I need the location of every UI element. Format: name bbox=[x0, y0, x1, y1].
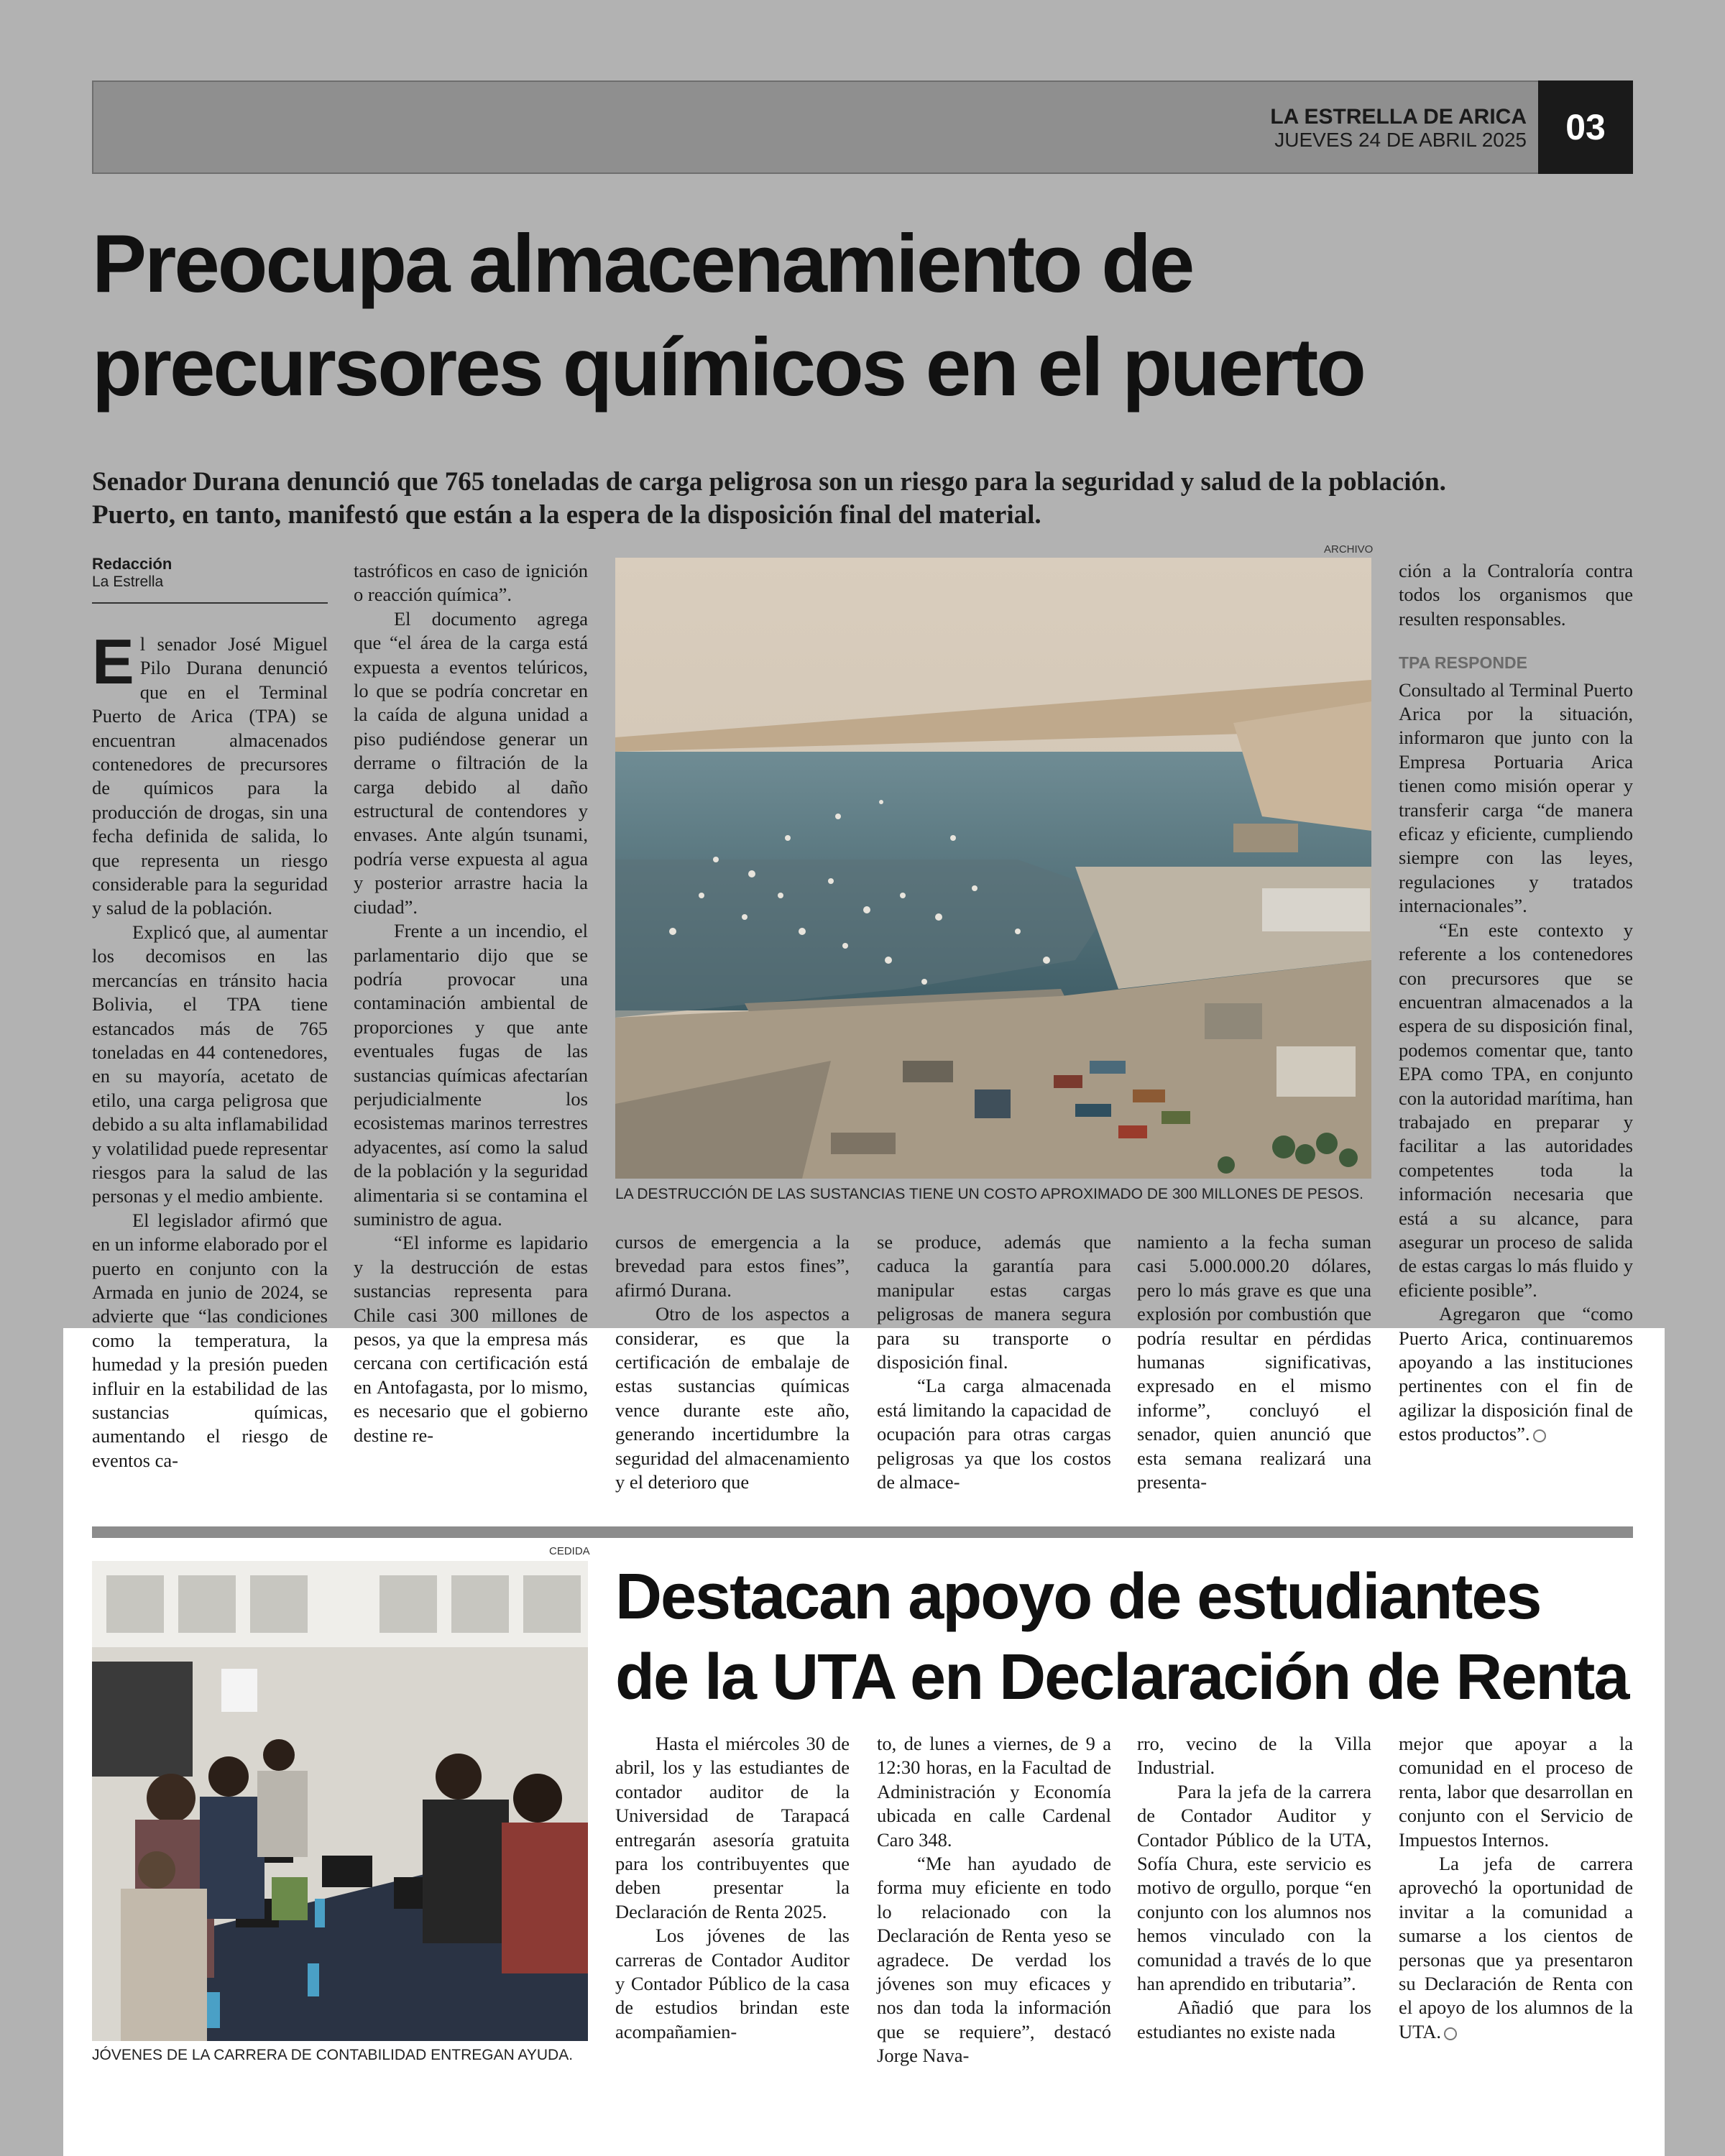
paragraph: El documento agrega que “el área de la carga está expuesta a eventos telúricos, lo que se podría concretar en la caída de alguna unidad a piso pudiéndose generar un derrame o filtración de la carga debido al daño estructural de contendores y envases. Ante algún tsunami, podría verse expuesta al agua y posterior arrastre hacia la ciudad”. bbox=[354, 607, 588, 918]
article2-column-1 bbox=[615, 1732, 850, 2077]
paragraph: se produce, además que caduca la garantía para manipular estas cargas peligrosas de manera segura para su transporte o disposición final. bbox=[877, 1231, 1111, 1373]
paragraph: “El informe es lapidario y la destrucción de estas sustancias representa para Chile casi 300 millones de pesos, ya que la empresa más cercana con certificación está en Antofagasta, por lo mismo, es necesario que el gobierno destine re- bbox=[354, 1232, 588, 1446]
paragraph: l senador José Miguel Pilo Durana denunció que en el Terminal Puerto de Arica (TPA) se encuentran almacenados contenedores de precursores de químicos para la producción de drogas, sin una fecha definida de salida, lo que representa un riesgo considerable para la seguridad y salud de la población. bbox=[92, 633, 328, 919]
headline-line-2: de la UTA en Declaración de Renta bbox=[615, 1641, 1629, 1713]
article1-column-4 bbox=[877, 1230, 1111, 1496]
paragraph: Añadió que para los estudiantes no existe nada bbox=[1137, 1996, 1371, 2042]
paragraph: mejor que apoyar a la comunidad en el proceso de renta, labor que desarrollan en conjunto con el Servicio de Impuestos Internos. bbox=[1399, 1733, 1633, 1851]
port-aerial-image bbox=[615, 558, 1371, 1179]
page-margin-left bbox=[0, 1328, 63, 2156]
article2-column-3 bbox=[1137, 1732, 1371, 2077]
drop-cap: E bbox=[92, 626, 134, 697]
article1-column-6 bbox=[1399, 559, 1633, 1501]
paragraph: El legislador afirmó que en un informe elaborado por el puerto en conjunto con la Armada en junio de 2024, se advierte que “las condiciones como la temperatura, la humedad y la presión pueden influir en la estabilidad de las sustancias químicas, aumentando el riesgo de eventos ca- bbox=[92, 1209, 328, 1471]
paragraph: Explicó que, al aumentar los decomisos en las mercancías en tránsito hacia Bolivia, el TPA tiene estancados más de 765 toneladas en 44 contenedores, en su mayoría, acetato de etilo, una carga peligrosa que debido a su alta inflamabilidad y volatilidad puede representar riesgos para la salud de las personas y el medio ambiente. bbox=[92, 921, 328, 1207]
headline-line-1: Preocupa almacenamiento de bbox=[92, 218, 1193, 310]
port-photo bbox=[615, 558, 1371, 1179]
paragraph: ción a la Contraloría contra todos los organismos que resulten responsables. bbox=[1399, 560, 1633, 630]
article2-headline bbox=[615, 1557, 1650, 1718]
students-classroom-image bbox=[92, 1561, 588, 2041]
photo-caption: LA DESTRUCCIÓN DE LAS SUSTANCIAS TIENE UN COSTO APROXIMADO DE 300 MILLONES DE PESOS. bbox=[615, 1186, 1363, 1202]
paragraph: Otro de los aspectos a considerar, es que la certificación de embalaje de estas sustancias químicas vence durante este año, generando incertidumbre la seguridad del almacenamiento y el deterioro que bbox=[615, 1303, 850, 1493]
article1-column-3 bbox=[615, 1230, 850, 1496]
article1-column-5 bbox=[1137, 1230, 1371, 1496]
paragraph bbox=[1399, 1302, 1633, 1446]
paragraph: “Me han ayudado de forma muy eficiente en todo lo relacionado con la Declaración de Renta yeso se agradece. De verdad los jóvenes son muy eficaces y nos dan toda la información que se requiere”, destacó Jorge Nava- bbox=[877, 1853, 1111, 2067]
article1-column-1 bbox=[92, 626, 328, 1495]
paragraph: tastróficos en caso de ignición o reacción química”. bbox=[354, 560, 588, 606]
end-mark-icon bbox=[1444, 2027, 1457, 2040]
paragraph-text: La jefa de carrera aprovechó la oportunidad de invitar a la comunidad a sumarse a los cientos de personas que ya presentaron su Declaración de Renta con el apoyo de los alumnos de la UTA. bbox=[1399, 1853, 1633, 2042]
byline-author: Redacción bbox=[92, 555, 172, 573]
paragraph: “La carga almacenada está limitando la capacidad de ocupación para otras cargas peligrosas ya que los costos de almace- bbox=[877, 1375, 1111, 1493]
paragraph: rro, vecino de la Villa Industrial. bbox=[1137, 1733, 1371, 1779]
photo-caption: JÓVENES DE LA CARRERA DE CONTABILIDAD ENTREGAN AYUDA. bbox=[92, 2047, 574, 2063]
issue-date: JUEVES 24 DE ABRIL 2025 bbox=[1274, 129, 1527, 151]
article2-column-4 bbox=[1399, 1732, 1633, 2077]
paragraph: Los jóvenes de las carreras de Contador Auditor y Contador Público de la casa de estudios brindan este acompañamien- bbox=[615, 1925, 850, 2042]
paragraph bbox=[1399, 1852, 1633, 2044]
students-photo bbox=[92, 1561, 588, 2041]
article-divider bbox=[92, 1526, 1633, 1538]
page-number: 03 bbox=[1538, 80, 1633, 174]
end-mark-icon bbox=[1533, 1429, 1546, 1442]
paragraph: “En este contexto y referente a los contenedores con precursores que se encuentran almacenados a la espera de su disposición final, podemos comentar que, tanto EPA como TPA, en conjunto con la autoridad marítima, han trabajado en preparar y facilitar a las autoridades competentes toda la información necesaria que está a su alcance, para asegurar un proceso de salida de estas cargas lo más fluido y eficiente posible”. bbox=[1399, 918, 1633, 1301]
section-subheading: TPA RESPONDE bbox=[1399, 653, 1527, 673]
byline-organization: La Estrella bbox=[92, 573, 164, 590]
headline-line-2: precursores químicos en el puerto bbox=[92, 322, 1364, 413]
article-headline bbox=[92, 213, 1644, 420]
paragraph-text: Agregaron que “como Puerto Arica, continuaremos apoyando a las instituciones pertinentes con el fin de agilizar la disposición final de estos productos”. bbox=[1399, 1303, 1633, 1445]
subhead-line-1: Senador Durana denunció que 765 toneladas de carga peligrosa son un riesgo para la seguridad y salud de la población. bbox=[92, 467, 1446, 497]
paragraph: Frente a un incendio, el parlamentario dijo que se podría provocar una contaminación ambiental de proporciones y que ante eventuales fugas de las sustancias químicas afectarían perjudicialmente los ecosistemas marinos terrestres adyacentes, así como la salud de la población y la seguridad alimentaria si se contamina el suministro de agua. bbox=[354, 920, 588, 1230]
photo-credit: ARCHIVO bbox=[1324, 543, 1374, 556]
paragraph: Para la jefa de la carrera de Contador Auditor y Contador Público de la UTA, Sofía Chura, este servicio es motivo de orgullo, porque “en conjunto con los alumnos nos hemos vinculado con la comunidad a través de lo que han aprendido en tributaria”. bbox=[1137, 1780, 1371, 1995]
paragraph: Hasta el miércoles 30 de abril, los y las estudiantes de contador auditor de la Universidad de Tarapacá entregarán asesoría gratuita para los contribuyentes que deben presentar la Declaración de Renta 2025. bbox=[615, 1733, 850, 1922]
paragraph: to, de lunes a viernes, de 9 a 12:30 horas, en la Facultad de Administración y Economía ubicada en calle Cardenal Caro 348. bbox=[877, 1733, 1111, 1851]
newspaper-name: LA ESTRELLA DE ARICA bbox=[1270, 105, 1527, 129]
article1-column-2 bbox=[354, 559, 588, 1501]
paragraph: cursos de emergencia a la brevedad para estos fines”, afirmó Durana. bbox=[615, 1231, 850, 1301]
headline-line-1: Destacan apoyo de estudiantes bbox=[615, 1561, 1541, 1633]
byline-divider bbox=[92, 602, 328, 604]
article-subheadline bbox=[92, 466, 1644, 532]
paragraph: Consultado al Terminal Puerto Arica por la situación, informaron que junto con la Empresa Portuaria Arica tienen como misión operar y transferir carga “de manera eficaz y eficiente, cumpliendo siempre con las leyes, regulaciones y tratados internacionales”. bbox=[1399, 678, 1633, 917]
paragraph: namiento a la fecha suman casi 5.000.000.20 dólares, pero lo más grave es que una explosión por combustión que podría resultar en pérdidas humanas significativas, expresado en el mismo informe”, concluyó el senador, quien anunció que esta semana realizará una presenta- bbox=[1137, 1231, 1371, 1493]
page-margin-right bbox=[1665, 1328, 1725, 2156]
photo-credit: CEDIDA bbox=[549, 1545, 590, 1557]
subhead-line-2: Puerto, en tanto, manifestó que están a la espera de la disposición final del material. bbox=[92, 500, 1041, 530]
article2-column-2 bbox=[877, 1732, 1111, 2077]
